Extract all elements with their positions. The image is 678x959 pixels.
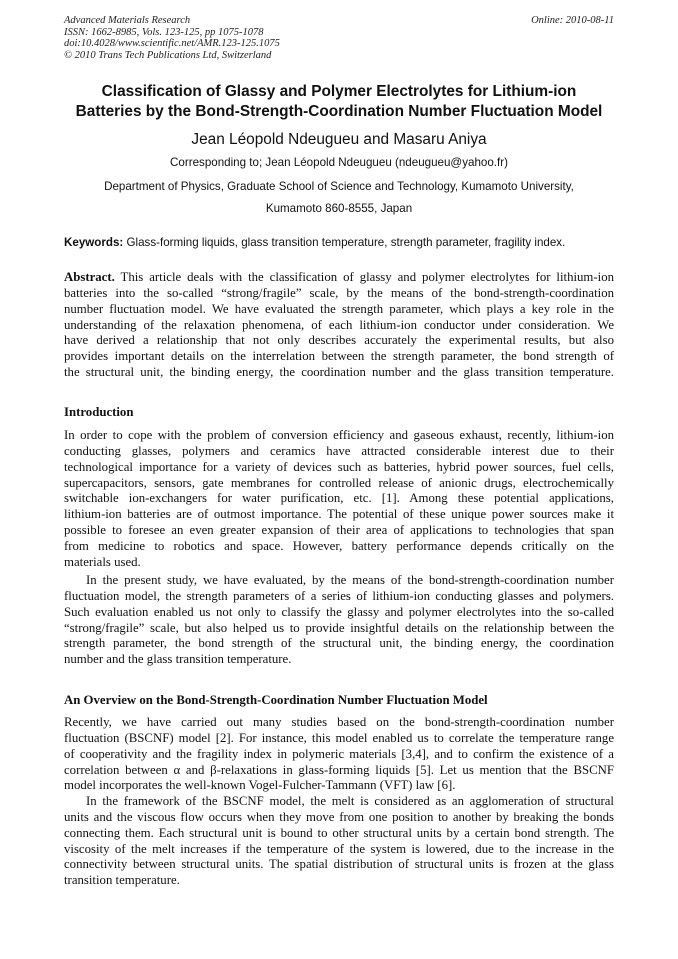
abstract-line: have derived a relationship that not only describes accurately the experimental results, but also <box>64 333 614 348</box>
abstract-line: Abstract. This article deals with the classification of glassy and polymer electrolytes for lithium-ion <box>64 270 614 284</box>
abstract-line: the structural unit, the binding energy, the coordination number and the glass transition temperature. <box>64 365 614 380</box>
abstract-line: understanding of the relaxation phenomena, of each lithium-ion conductor under consideration. We <box>64 317 614 332</box>
abstract-line: provides important details on the interrelation between the strength parameter, the bond strength of <box>64 349 614 364</box>
author-list: Jean Léopold Ndeugueu and Masaru Aniya <box>191 131 487 148</box>
text-line: lithium-ion batteries are of outmost importance. The potential of these unique power sources make it <box>64 507 614 522</box>
text-line: materials used. <box>64 554 141 569</box>
text-line: In the framework of the BSCNF model, the melt is considered as an agglomeration of structural <box>86 794 614 808</box>
journal-copyright: © 2010 Trans Tech Publications Ltd, Switzerland <box>64 49 272 61</box>
keywords-label: Keywords: <box>64 236 124 249</box>
overview-paragraph-1 <box>64 715 614 794</box>
affiliation-line-1: Department of Physics, Graduate School of Science and Technology, Kumamoto University, <box>104 180 574 193</box>
journal-doi: doi:10.4028/www.scientific.net/AMR.123-125.1075 <box>64 38 280 50</box>
text-line: connecting them. Each structural unit is bound to other structural units by a certain bond strength. The <box>64 825 614 840</box>
text-line: transition temperature. <box>64 873 180 888</box>
keywords-text: Glass-forming liquids, glass transition temperature, strength parameter, fragility index. <box>123 236 566 249</box>
overview-heading: An Overview on the Bond-Strength-Coordination Number Fluctuation Model <box>64 693 488 707</box>
text-line: supercapacitors, sensors, gate membranes for controlled release of anionic drugs, electrochemically <box>64 475 614 490</box>
text-line: Such evaluation enabled us not only to classify the glassy and polymer electrolytes into the so-called <box>64 604 614 619</box>
text-line: technological importance for a variety of devices such as batteries, hybrid power sources, fuel cells, <box>64 459 614 474</box>
introduction-paragraph-2 <box>64 573 614 668</box>
abstract-line: batteries into the so-called “strong/fragile” scale, by the means of the bond-strength-coordination <box>64 285 614 300</box>
keywords <box>64 236 624 250</box>
paper-title <box>48 82 630 122</box>
online-date: Online: 2010-08-11 <box>531 15 614 26</box>
journal-name: Advanced Materials Research <box>64 15 191 26</box>
text-line: viscosity of the melt increases if the temperature of the system is lowered, due to the increase in the <box>64 841 614 856</box>
title-line-2: Batteries by the Bond-Strength-Coordination Number Fluctuation Model <box>75 103 603 120</box>
text-line: connectivity between structural units. The spatial distribution of structural units is frozen at the glass <box>64 857 614 872</box>
text-line: In order to cope with the problem of conversion efficiency and gaseous exhaust, recently, lithium-ion <box>64 428 614 442</box>
text-line: In the present study, we have evaluated, by the means of the bond-strength-coordination number <box>86 573 614 587</box>
text-line: from medicine to robotics and space. However, battery performance depends critically on the <box>64 538 614 553</box>
affiliation-line-2: Kumamoto 860-8555, Japan <box>265 202 413 215</box>
journal-header <box>64 15 484 61</box>
text-line: strength parameter, the bond strength of the structural unit, the binding energy, the coordination <box>64 636 614 651</box>
text-line: conducting glasses, polymers and ceramics have attracted considerable interest due to their <box>64 443 614 458</box>
corresponding-author: Corresponding to; Jean Léopold Ndeugueu (ndeugueu@yahoo.fr) <box>170 156 508 169</box>
text-line: switchable ion-exchangers for water purification, etc. [1]. Among these potential applications, <box>64 491 614 506</box>
introduction-heading: Introduction <box>64 405 134 419</box>
introduction-paragraph-1 <box>64 428 614 571</box>
text-line: units and the viscous flow occurs when they move from one position to another by breaking the bonds <box>64 809 614 824</box>
text-line: of cooperativity and the fragility index in polymeric materials [3,4], and to confirm the existence of a <box>64 746 614 761</box>
overview-paragraph-2 <box>64 794 614 889</box>
text-line: fluctuation (BSCNF) model [2]. For instance, this model enabled us to correlate the temperature range <box>64 730 614 745</box>
text-line: fluctuation model, the strength parameters of a series of lithium-ion conducting glasses and polymers. <box>64 588 614 603</box>
abstract <box>64 270 614 381</box>
text-line: “strong/fragile” scale, but also helped us to provide insightful details on the relationship between the <box>64 620 614 635</box>
abstract-label: Abstract. <box>64 270 115 284</box>
text-line: model incorporates the well-known Vogel-Fulcher-Tammann (VFT) law [6]. <box>64 778 456 793</box>
text-line: number and the glass transition temperature. <box>64 652 292 667</box>
abstract-line: number fluctuation model. We have evaluated the strength parameter, which plays a key role in the <box>64 301 614 316</box>
title-line-1: Classification of Glassy and Polymer Electrolytes for Lithium-ion <box>101 83 577 100</box>
text-line: possible to foresee an even greater expansion of their area of applications to technologies that span <box>64 523 614 538</box>
journal-issn: ISSN: 1662-8985, Vols. 123-125, pp 1075-1078 <box>64 26 264 38</box>
text-line: Recently, we have carried out many studies based on the bond-strength-coordination number <box>64 715 614 729</box>
text-line: correlation between α and β-relaxations in glass-forming liquids [5]. Let us mention that the BSCNF <box>64 762 614 777</box>
